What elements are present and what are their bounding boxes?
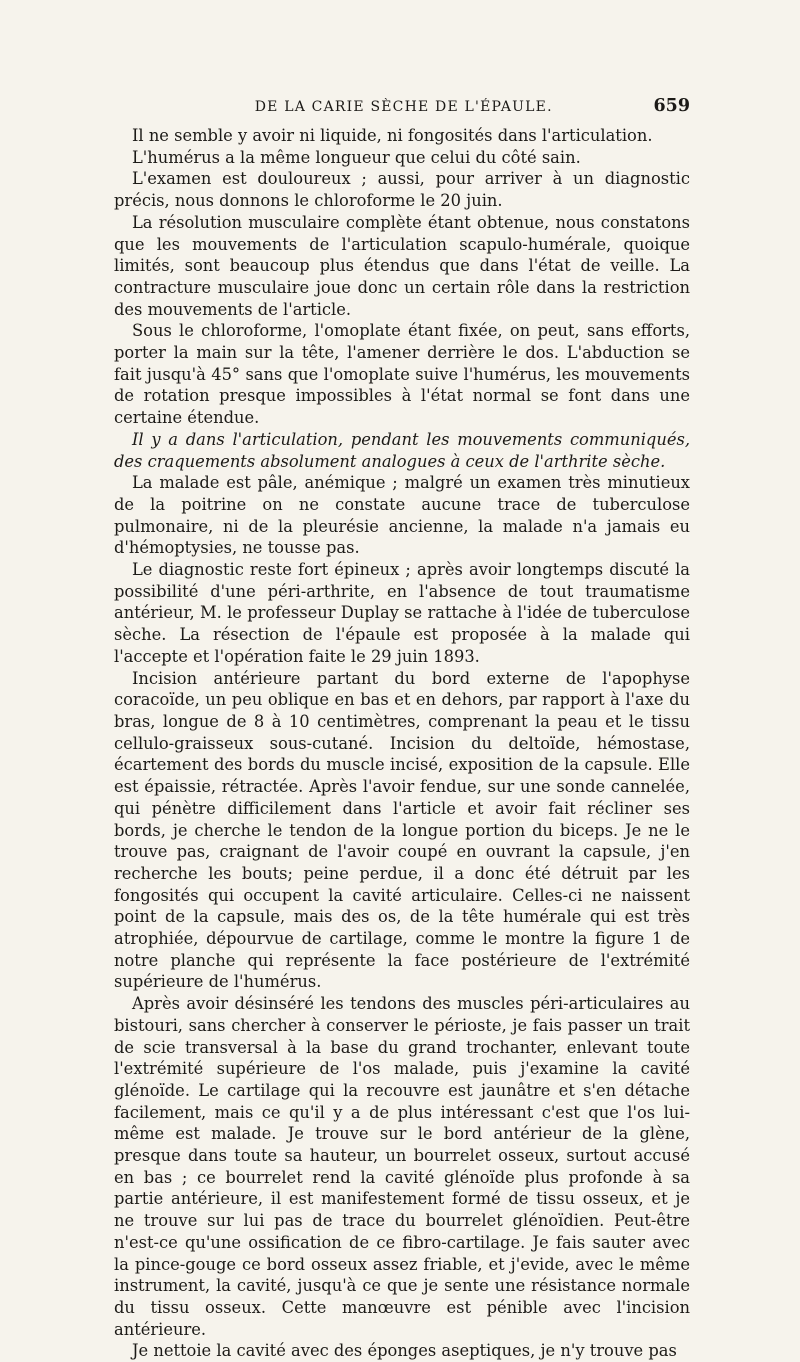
paragraph: L'humérus a la même longueur que celui du côté sain.: [132, 147, 581, 167]
running-header: [114, 96, 690, 116]
paragraph: L'examen est douloureux ; aussi, pour arriver à un diagnostic précis, nous donnons le chloroforme le 20 juin.: [114, 169, 690, 211]
paragraph: Sous le chloroforme, l'omoplate étant fixée, on peut, sans efforts, porter la main sur la tête, l'amener derrière le dos. L'abduction se fait jusqu'à 45° sans que l'omoplate suive l'humérus, les mouvements de rotation presque impossibles à l'état normal se font dans une certaine étendue.: [114, 321, 690, 428]
paragraph: Après avoir désinséré les tendons des muscles péri-articulaires au bistouri, sans chercher à conserver le périoste, je fais passer un trait de scie transversal à la base du grand trochanter, enlevant toute l'extrémité supérieure de l'os malade, puis j'examine la cavité glénoïde. Le cartilage qui la recouvre est jaunâtre et s'en détache facilement, mais ce qu'il y a de plus intéressant c'est que l'os lui-même est malade. Je trouve sur le bord antérieur de la glène, presque dans toute sa hauteur, un bourrelet osseux, surtout accusé en bas ; ce bourrelet rend la cavité glénoïde plus profonde à sa partie antérieure, il est manifestement formé de tissu osseux, et je ne trouve sur lui pas de trace du bourrelet glénoïdien. Peut-être n'est-ce qu'une ossification de ce fibro-cartilage. Je fais sauter avec la pince-gouge ce bord osseux assez friable, et j'evide, avec le même instrument, la cavité, jusqu'à ce que je sente une résistance normale du tissu osseux. Cette manœuvre est pénible avec l'incision antérieure.: [114, 994, 690, 1339]
italic-paragraph: Il y a dans l'articulation, pendant les mouvements communiqués, des craquements absolument analogues à ceux de l'arthrite sèche.: [114, 429, 690, 471]
paragraph: Je nettoie la cavité avec des éponges aseptiques, je n'y trouve pas: [132, 1341, 677, 1361]
paragraph: La résolution musculaire complète étant obtenue, nous constatons que les mouvements de l'articulation scapulo-humérale, quoique limités, sont beaucoup plus étendus que dans l'état de veille. La contracture musculaire joue donc un certain rôle dans la restriction des mouvements de l'article.: [114, 212, 690, 319]
running-title: DE LA CARIE SÈCHE DE L'ÉPAULE.: [254, 99, 553, 115]
paragraph: La malade est pâle, anémique ; malgré un examen très minutieux de la poitrine on ne constate aucune trace de tuberculose pulmonaire, ni de la pleurésie ancienne, la malade n'a jamais eu d'hémoptysies, ne tousse pas.: [114, 473, 690, 558]
paragraph: Il ne semble y avoir ni liquide, ni fongosités dans l'articulation.: [132, 126, 653, 145]
page-number: 659: [653, 96, 690, 116]
paragraph: Le diagnostic reste fort épineux ; après avoir longtemps discuté la possibilité d'une péri-arthrite, en l'absence de tout traumatisme antérieur, M. le professeur Duplay se rattache à l'idée de tuberculose sèche. La résection de l'épaule est proposée à la malade qui l'accepte et l'opération faite le 29 juin 1893.: [114, 560, 690, 666]
body-text: [114, 125, 690, 1362]
paragraph: Incision antérieure partant du bord externe de l'apophyse coracoïde, un peu oblique en bas et en dehors, par rapport à l'axe du bras, longue de 8 à 10 centimètres, comprenant la peau et le tissu cellulo-graisseux sous-cutané. Incision du deltoïde, hémostase, écartement des bords du muscle incisé, exposition de la capsule. Elle est épaissie, rétractée. Après l'avoir fendue, sur une sonde cannelée, qui pénètre difficilement dans l'article et avoir fait récliner ses bords, je cherche le tendon de la longue portion du biceps. Je ne le trouve pas, craignant de l'avoir coupé en ouvrant la capsule, j'en recherche les bouts; peine perdue, il a donc été détruit par les fongosités qui occupent la cavité articulaire. Celles-ci ne naissent point de la capsule, mais des os, de la tête humérale qui est très atrophiée, dépourvue de cartilage, comme le montre la figure 1 de notre planche qui représente la face postérieure de l'extrémité supérieure de l'humérus.: [114, 668, 690, 992]
